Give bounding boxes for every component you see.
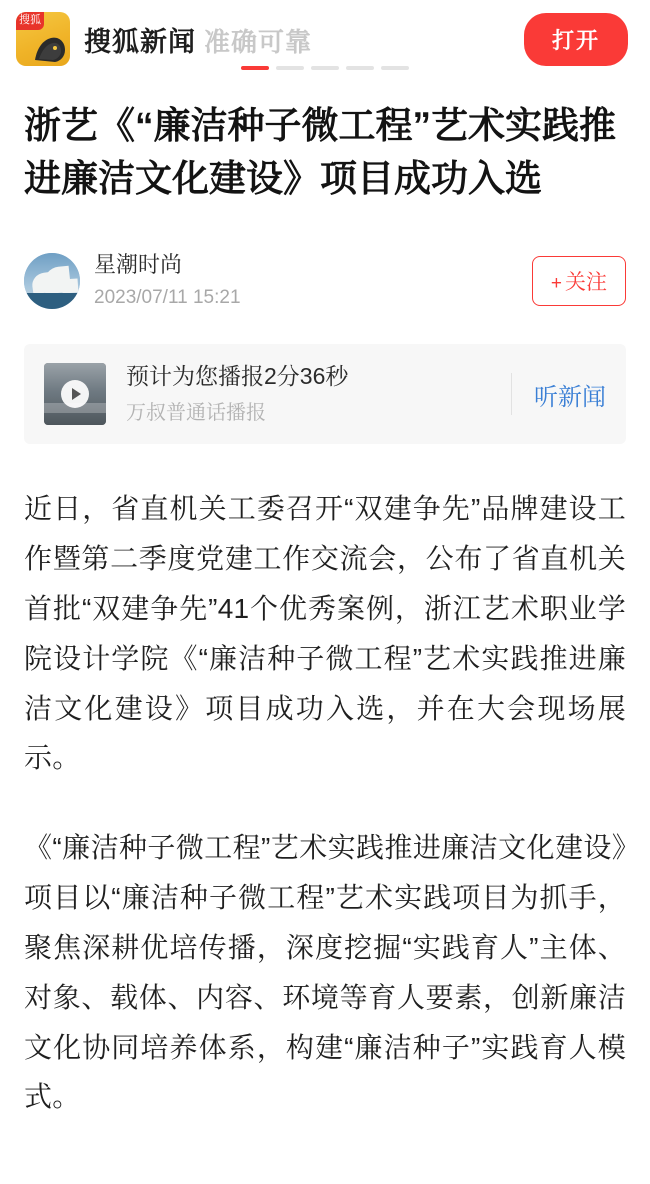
audio-thumbnail[interactable] [44, 363, 106, 425]
sohu-logo-tag: 搜狐 [16, 12, 44, 30]
avatar[interactable] [24, 253, 80, 309]
follow-button[interactable] [532, 256, 626, 306]
pager-dot-5[interactable] [381, 66, 409, 70]
audio-播报-card[interactable] [24, 344, 626, 444]
app-promo-bar [0, 0, 650, 78]
page-title: 浙艺《“廉洁种子微工程”艺术实践推进廉洁文化建设》项目成功入选 [24, 105, 616, 199]
open-app-button[interactable]: 打开 [524, 13, 628, 66]
author-name[interactable]: 星潮时尚 [94, 252, 183, 278]
plus-icon: + [550, 272, 562, 294]
sohu-fox-logo-icon [33, 34, 67, 64]
promo-pager-dots [0, 66, 650, 70]
article-container [0, 100, 650, 1122]
publish-timestamp: 2023/07/11 15:21 [94, 286, 241, 308]
app-slogan: 准确可靠 [204, 27, 313, 57]
pager-dot-2[interactable] [276, 66, 304, 70]
pager-dot-4[interactable] [346, 66, 374, 70]
divider [511, 373, 512, 415]
follow-button-label: 关注 [565, 270, 607, 294]
avatar-foreground [24, 293, 80, 309]
article-paragraph: 《“廉洁种子微工程”艺术实践推进廉洁文化建设》项目以“廉洁种子微工程”艺术实践项目为抓手，聚焦深耕优培传播，深度挖掘“实践育人”主体、对象、载体、内容、环境等育人要素，创新廉洁文化协同培养体系，构建“廉洁种子”实践育人模式。 [24, 832, 626, 1113]
author-block [94, 251, 532, 310]
pager-dot-3[interactable] [311, 66, 339, 70]
sohu-app-logo [16, 12, 70, 66]
audio-duration-text: 预计为您播报2分36秒 [126, 363, 349, 390]
avatar-shape-3 [62, 278, 79, 293]
app-name: 搜狐新闻 [84, 26, 196, 57]
audio-info [126, 362, 501, 426]
article-meta-row [24, 251, 626, 310]
article-paragraph: 近日，省直机关工委召开“双建争先”品牌建设工作暨第二季度党建工作交流会，公布了省直机关首批“双建争先”41个优秀案例，浙江艺术职业学院设计学院《“廉洁种子微工程”艺术实践推进廉洁文化建设》项目成功入选，并在大会现场展示。 [24, 493, 626, 774]
listen-news-button[interactable]: 听新闻 [534, 383, 606, 411]
audio-voice-text: 万叔普通话播报 [126, 402, 266, 425]
app-title-group [84, 20, 524, 59]
play-icon[interactable] [61, 380, 89, 408]
article-body [24, 484, 626, 1122]
pager-dot-1[interactable] [241, 66, 269, 70]
